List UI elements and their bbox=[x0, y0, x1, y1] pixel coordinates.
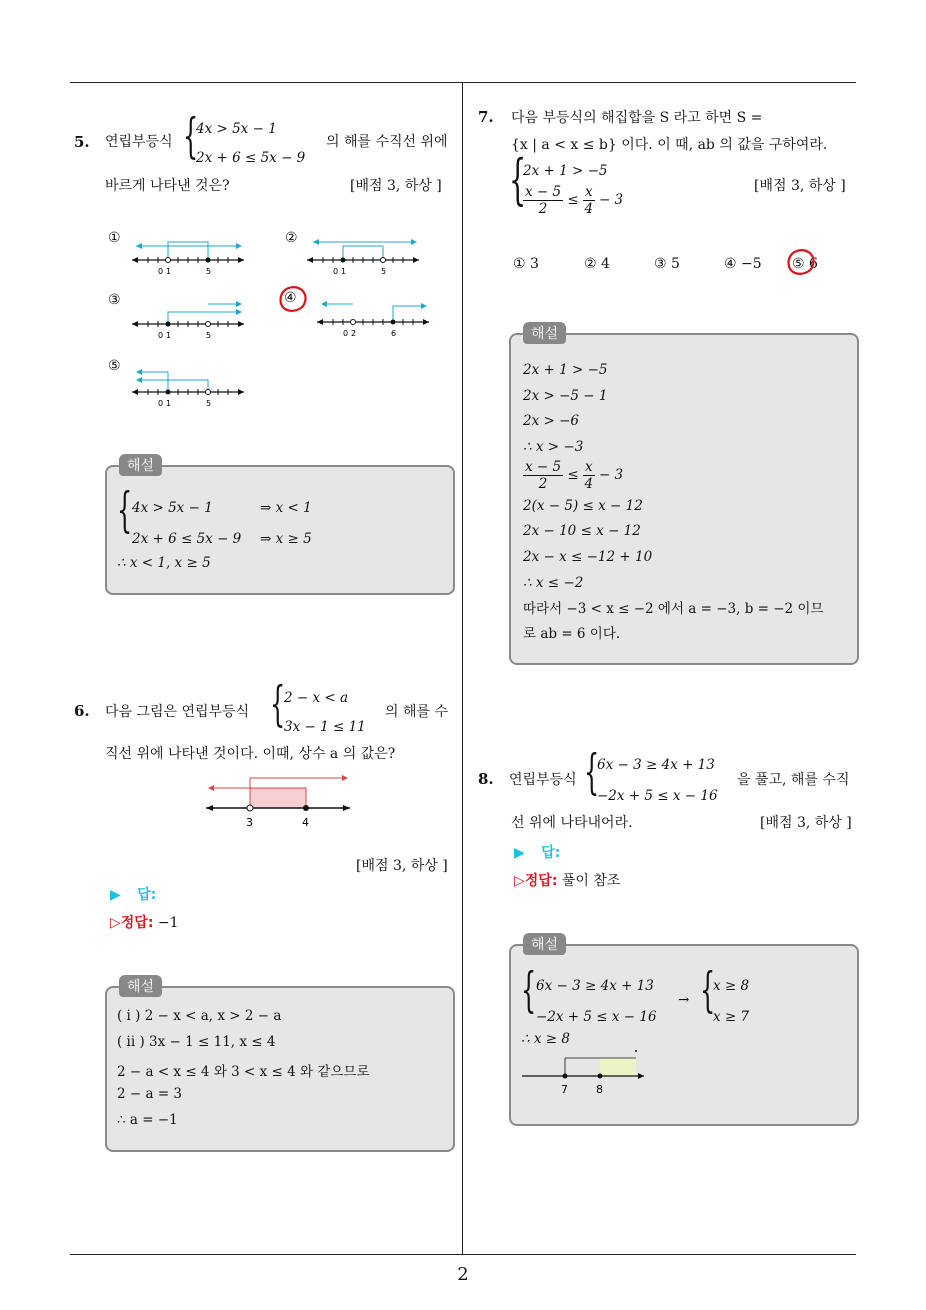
play-icon: ▶ bbox=[514, 845, 525, 861]
arrowhead bbox=[411, 239, 417, 245]
arrowhead bbox=[208, 785, 214, 791]
answer-circle-mark bbox=[276, 283, 310, 315]
q8-r2: x ≥ 7 bbox=[713, 1009, 750, 1025]
q6-sol4: 2 − a = 3 bbox=[117, 1086, 183, 1102]
axis-arrow bbox=[413, 257, 419, 263]
q6-sol3: 2 − a < x ≤ 4 와 3 < x ≤ 4 와 같으므로 bbox=[117, 1064, 370, 1080]
q5-opt1-label[interactable]: ① bbox=[108, 230, 121, 246]
q6-brace: { bbox=[270, 676, 286, 732]
solution-region bbox=[600, 1058, 636, 1076]
axis-arrow bbox=[132, 321, 138, 327]
q8-answer-label: 답: bbox=[541, 845, 561, 861]
arrowhead bbox=[236, 301, 242, 307]
q8-answer-line bbox=[514, 842, 560, 862]
tick-label-0: 0 bbox=[158, 267, 164, 276]
tick-label-0: 0 bbox=[158, 399, 164, 408]
q7-s4: ∴ x > −3 bbox=[523, 439, 584, 455]
axis-arrow bbox=[317, 319, 323, 325]
axis-arrow bbox=[132, 257, 138, 263]
q8-sol2: −2x + 5 ≤ x − 16 bbox=[536, 1009, 657, 1025]
q5-tail: 의 해를 수직선 위에 bbox=[326, 134, 448, 150]
tick-label-1: 1 bbox=[166, 331, 172, 340]
tick-label-6: 6 bbox=[391, 329, 397, 338]
page-number: 2 bbox=[457, 1264, 469, 1285]
arrowhead bbox=[342, 775, 348, 781]
q5-line2: 바르게 나타낸 것은? bbox=[105, 178, 230, 194]
q5-number: 5. bbox=[74, 133, 90, 151]
q5-solution-tab: 해설 bbox=[119, 454, 162, 476]
q6-correct-line bbox=[110, 912, 179, 932]
q7-s5-num2: x bbox=[585, 459, 593, 475]
arrowhead bbox=[136, 377, 142, 383]
q7-sys2-op: ≤ bbox=[567, 192, 579, 208]
tick-label-5: 5 bbox=[206, 399, 212, 408]
q8-line2: 선 위에 나타내어라. bbox=[511, 815, 633, 831]
axis-arrow bbox=[638, 1073, 644, 1079]
q8-points: [배점 3, 하상 ] bbox=[760, 815, 852, 831]
q6-sol1: ( i ) 2 − x < a, x > 2 − a bbox=[117, 1008, 282, 1024]
q7-s5-num: x − 5 bbox=[525, 459, 562, 475]
q8-solution-tab: 해설 bbox=[523, 933, 566, 955]
closed-dot bbox=[391, 320, 396, 325]
q7-brace: { bbox=[509, 148, 527, 211]
q7-sys2 bbox=[523, 184, 623, 217]
bottom-rule bbox=[70, 1254, 856, 1255]
q8-correct-value: 풀이 참조 bbox=[561, 873, 621, 889]
q7-sys2-tail: − 3 bbox=[598, 192, 624, 208]
q8-sys2: −2x + 5 ≤ x − 16 bbox=[597, 788, 718, 804]
tick-label-5: 5 bbox=[381, 267, 387, 276]
q5-solution-box bbox=[105, 465, 455, 595]
q5-opt4-numberline bbox=[315, 298, 435, 340]
q7-s9: ∴ x ≤ −2 bbox=[523, 575, 584, 591]
q7-s1: 2x + 1 > −5 bbox=[523, 362, 608, 378]
axis-arrow bbox=[307, 257, 313, 263]
q6-solution-tab: 해설 bbox=[119, 975, 162, 997]
axis-arrow bbox=[343, 805, 350, 811]
q6-points: [배점 3, 하상 ] bbox=[356, 858, 448, 874]
q5-opt2-label[interactable]: ② bbox=[285, 230, 298, 246]
closed-dot bbox=[341, 258, 346, 263]
interval bbox=[393, 306, 425, 322]
q8-sol1: 6x − 3 ≥ 4x + 13 bbox=[536, 978, 654, 994]
open-dot bbox=[381, 258, 386, 263]
q7-sys2-num2: x bbox=[585, 184, 593, 200]
q8-arrow: → bbox=[678, 992, 690, 1008]
q5-points: [배점 3, 하상 ] bbox=[350, 178, 442, 194]
q7-line2: {x | a < x ≤ b} 이다. 이 때, ab 의 값을 구하여라. bbox=[511, 137, 828, 153]
q5-opt3-label[interactable]: ③ bbox=[108, 292, 121, 308]
q6-number: 6. bbox=[74, 702, 90, 720]
q8-sol3: ∴ x ≥ 8 bbox=[521, 1031, 570, 1047]
q7-s7: 2x − 10 ≤ x − 12 bbox=[523, 523, 641, 539]
q7-s8: 2x − x ≤ −12 + 10 bbox=[523, 549, 653, 565]
q5-opt1-numberline bbox=[130, 238, 250, 278]
tick-label-1: 1 bbox=[166, 267, 172, 276]
q5-sol2: 2x + 6 ≤ 5x − 9 bbox=[132, 531, 242, 547]
tick-label-0: 0 bbox=[343, 329, 349, 338]
q6-correct-label: 정답: bbox=[120, 915, 154, 931]
tick-label-8: 8 bbox=[596, 1083, 603, 1096]
q6-answer-line bbox=[110, 884, 156, 904]
triangle-outline-icon: ▷ bbox=[110, 915, 121, 931]
tick-label-5: 5 bbox=[206, 267, 212, 276]
open-dot bbox=[166, 258, 171, 263]
q8-sol-brace: { bbox=[521, 962, 537, 1018]
q5-sol1: 4x > 5x − 1 bbox=[132, 500, 213, 516]
tick-label-7: 7 bbox=[561, 1083, 568, 1096]
q8-correct-line bbox=[514, 870, 620, 890]
tick-label-0: 0 bbox=[158, 331, 164, 340]
dot-mark bbox=[635, 1050, 637, 1052]
q7-s5-den2: 4 bbox=[584, 476, 594, 492]
q7-s6: 2(x − 5) ≤ x − 12 bbox=[523, 498, 643, 514]
q6-tail: 의 해를 수 bbox=[385, 704, 448, 720]
closed-dot bbox=[166, 322, 171, 327]
q5-sys1: 4x > 5x − 1 bbox=[196, 121, 277, 137]
tick-label-1: 1 bbox=[166, 399, 172, 408]
q7-sys2-den2: 4 bbox=[584, 201, 594, 217]
q6-lead: 다음 그림은 연립부등식 bbox=[105, 704, 250, 720]
closed-dot bbox=[598, 1074, 603, 1079]
q7-opt3[interactable]: ③ 5 bbox=[654, 256, 680, 272]
solution-region bbox=[250, 788, 306, 808]
interval bbox=[168, 312, 240, 324]
axis-arrow bbox=[238, 389, 244, 395]
top-rule bbox=[70, 82, 856, 83]
q5-lead: 연립부등식 bbox=[105, 134, 173, 150]
q7-opt2[interactable]: ② 4 bbox=[584, 256, 610, 272]
tick-label-1: 1 bbox=[341, 267, 347, 276]
arrowhead bbox=[313, 239, 319, 245]
q7-opt4[interactable]: ④ −5 bbox=[724, 256, 762, 272]
q8-correct-label: 정답: bbox=[524, 873, 558, 889]
q5-opt5-numberline bbox=[130, 368, 250, 410]
q7-s3: 2x > −6 bbox=[523, 413, 579, 429]
q7-sys2-den: 2 bbox=[538, 201, 548, 217]
axis-arrow bbox=[132, 389, 138, 395]
tick-label-5: 5 bbox=[206, 331, 212, 340]
q5-opt4-label[interactable]: ④ bbox=[284, 290, 297, 306]
q8-numberline bbox=[520, 1046, 650, 1096]
q7-points: [배점 3, 하상 ] bbox=[754, 178, 846, 194]
closed-dot bbox=[166, 390, 171, 395]
q7-s5-tail: − 3 bbox=[598, 467, 624, 483]
q6-line2: 직선 위에 나타낸 것이다. 이때, 상수 a 의 값은? bbox=[105, 746, 396, 762]
q6-sol5: ∴ a = −1 bbox=[117, 1112, 178, 1128]
q8-lead: 연립부등식 bbox=[509, 772, 577, 788]
q8-number: 8. bbox=[478, 770, 494, 788]
column-divider bbox=[462, 82, 463, 1254]
q5-sys2: 2x + 6 ≤ 5x − 9 bbox=[196, 150, 306, 166]
q8-result-brace: { bbox=[700, 962, 716, 1018]
q7-sys2-num: x − 5 bbox=[525, 184, 562, 200]
q7-s10: 따라서 −3 < x ≤ −2 에서 a = −3, b = −2 이므 bbox=[523, 601, 824, 617]
tick-label-3: 3 bbox=[246, 816, 253, 829]
triangle-outline-icon: ▷ bbox=[514, 873, 525, 889]
axis-arrow bbox=[206, 805, 213, 811]
q5-sol2-result: ⇒ x ≥ 5 bbox=[260, 531, 312, 547]
open-dot bbox=[206, 390, 211, 395]
tick-label-2: 2 bbox=[351, 329, 357, 338]
q5-sol1-result: ⇒ x < 1 bbox=[260, 500, 312, 516]
q6-answer-label: 답: bbox=[137, 887, 157, 903]
q7-s5-den: 2 bbox=[538, 476, 548, 492]
q6-sys2: 3x − 1 ≤ 11 bbox=[284, 719, 366, 735]
answer-circle-mark bbox=[784, 246, 818, 278]
arrowhead bbox=[136, 243, 142, 249]
play-icon: ▶ bbox=[110, 887, 121, 903]
q7-opt1[interactable]: ① 3 bbox=[513, 256, 539, 272]
q7-s5: $\frac{x - 5}{2}$ ≤ $\frac{x}{4}$ − 3 bbox=[525, 459, 624, 492]
q8-r1: x ≥ 8 bbox=[713, 978, 750, 994]
q7-sys1: 2x + 1 > −5 bbox=[523, 163, 608, 179]
open-dot bbox=[247, 805, 253, 811]
axis-arrow bbox=[238, 321, 244, 327]
q8-tail: 을 풀고, 해를 수직 bbox=[737, 772, 850, 788]
q6-sol2: ( ii ) 3x − 1 ≤ 11, x ≤ 4 bbox=[117, 1034, 276, 1050]
q6-numberline bbox=[204, 770, 354, 832]
q7-s2: 2x > −5 − 1 bbox=[523, 388, 608, 404]
closed-dot bbox=[303, 805, 309, 811]
q6-correct-value: −1 bbox=[157, 915, 179, 931]
q5-sol-brace: { bbox=[117, 482, 133, 538]
q5-brace: { bbox=[183, 108, 199, 164]
q7-s11: 로 ab = 6 이다. bbox=[523, 626, 621, 642]
tick-label-0: 0 bbox=[333, 267, 339, 276]
axis-arrow bbox=[238, 257, 244, 263]
q8-sys1: 6x − 3 ≥ 4x + 13 bbox=[597, 757, 715, 773]
q5-opt2-numberline bbox=[305, 238, 425, 278]
open-dot bbox=[351, 320, 356, 325]
arrowhead bbox=[236, 243, 242, 249]
q8-brace: { bbox=[584, 744, 600, 800]
q7-solution-tab: 해설 bbox=[523, 322, 566, 344]
q7-number: 7. bbox=[478, 108, 494, 126]
arrowhead bbox=[236, 309, 242, 315]
q7-opt5[interactable]: ⑤ 6 bbox=[792, 256, 818, 272]
closed-dot bbox=[206, 258, 211, 263]
q7-line1: 다음 부등식의 해집합을 S 라고 하면 S = bbox=[511, 110, 763, 126]
open-dot bbox=[206, 322, 211, 327]
tick-label-4: 4 bbox=[302, 816, 309, 829]
q5-sol3: ∴ x < 1, x ≥ 5 bbox=[117, 555, 211, 571]
closed-dot bbox=[563, 1074, 568, 1079]
arrowhead bbox=[421, 303, 427, 309]
arrowhead bbox=[321, 301, 327, 307]
arrowhead bbox=[136, 369, 142, 375]
q5-opt5-label[interactable]: ⑤ bbox=[108, 358, 121, 374]
q5-opt3-numberline bbox=[130, 300, 250, 342]
q6-sys1: 2 − x < a bbox=[284, 690, 349, 706]
axis-arrow bbox=[423, 319, 429, 325]
